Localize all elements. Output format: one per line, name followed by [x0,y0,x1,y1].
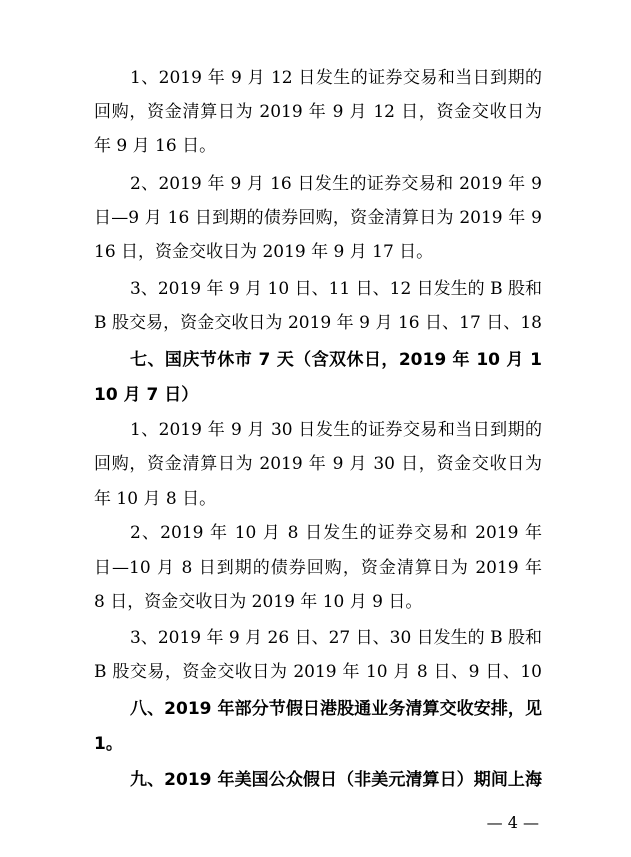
paragraph-line: 日—9 月 16 日到期的债券回购，资金清算日为 2019 年 9 [94,208,542,228]
section-heading: 1。 [94,734,123,754]
page-number: — 4 — [486,813,539,832]
paragraph-line: 3、2019 年 9 月 26 日、27 日、30 日发生的 B 股和 [130,628,542,648]
paragraph-line: 回购，资金清算日为 2019 年 9 月 30 日，资金交收日为 [94,454,542,474]
section-heading: 八、2019 年部分节假日港股通业务清算交收安排，见 [130,699,542,719]
paragraph-line: 2、2019 年 9 月 16 日发生的证券交易和 2019 年 9 [130,174,542,194]
paragraph-line: 16 日，资金交收日为 2019 年 9 月 17 日。 [94,242,434,262]
paragraph-line: 3、2019 年 9 月 10 日、11 日、12 日发生的 B 股和 [130,279,542,299]
paragraph-line: 年 10 月 8 日。 [94,489,217,509]
paragraph-line: 8 日，资金交收日为 2019 年 10 月 9 日。 [94,592,423,612]
section-heading: 九、2019 年美国公众假日（非美元清算日）期间上海 [130,770,542,790]
section-heading: 10 月 7 日） [94,385,199,405]
paragraph-line: 1、2019 年 9 月 12 日发生的证券交易和当日到期的 [130,68,542,88]
paragraph-line: B 股交易，资金交收日为 2019 年 9 月 16 日、17 日、18 [94,313,542,333]
paragraph-line: B 股交易，资金交收日为 2019 年 10 月 8 日、9 日、10 [94,662,542,682]
paragraph-line: 年 9 月 16 日。 [94,136,217,156]
paragraph-line: 1、2019 年 9 月 30 日发生的证券交易和当日到期的 [130,420,542,440]
paragraph-line: 回购，资金清算日为 2019 年 9 月 12 日，资金交收日为 [94,102,542,122]
paragraph-line: 日—10 月 8 日到期的债券回购，资金清算日为 2019 年 [94,558,542,578]
paragraph-line: 2、2019 年 10 月 8 日发生的证券交易和 2019 年 [130,523,542,543]
section-heading: 七、国庆节休市 7 天（含双休日，2019 年 10 月 1 [130,350,542,370]
